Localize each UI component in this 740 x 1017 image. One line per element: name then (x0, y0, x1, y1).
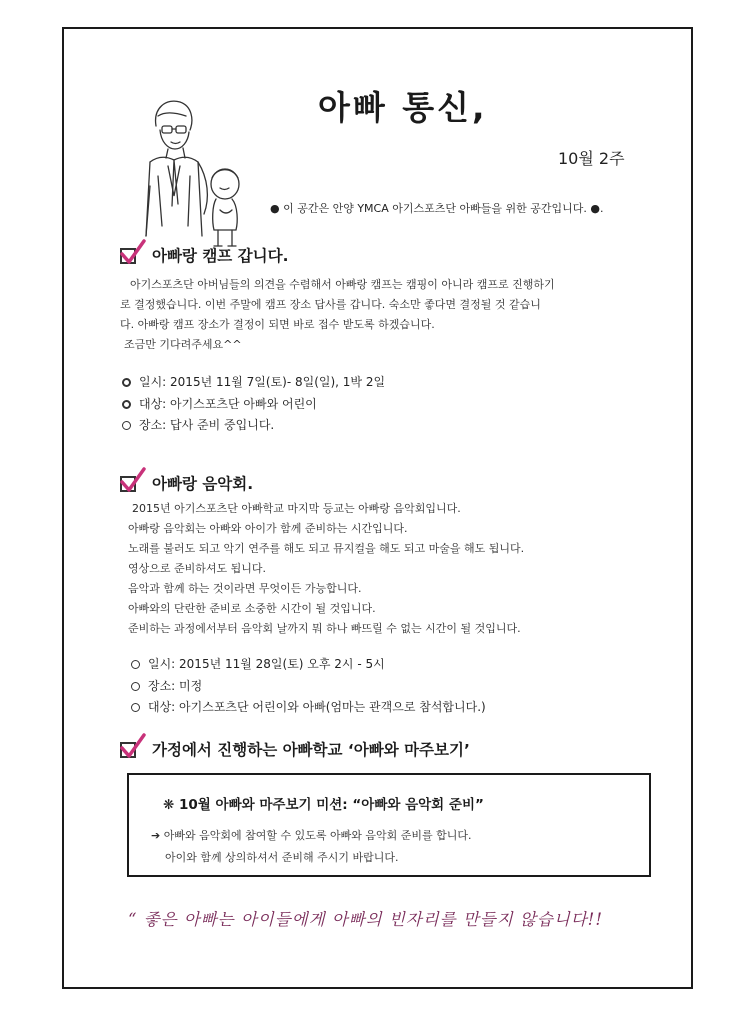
issue-week: 10월 2주 (558, 149, 625, 168)
list-item (131, 654, 486, 676)
footer-quote: “ 좋은 아빠는 아이들에게 아빠의 빈자리를 만들지 않습니다!! (128, 910, 603, 929)
father-child-illustration (128, 86, 258, 256)
mission-line: 아이와 함께 상의하셔서 준비해 주시기 바랍니다. (165, 851, 399, 864)
circle-bullet-icon (122, 421, 131, 430)
home-heading-text: 가정에서 진행하는 아빠학교 ‘아빠와 마주보기’ (152, 741, 470, 759)
list-item (122, 394, 385, 416)
concert-detail-place: 장소: 미정 (148, 678, 203, 693)
circle-bullet-icon (131, 682, 140, 691)
camp-heading-text: 아빠랑 캠프 갑니다. (152, 247, 289, 265)
list-item (122, 415, 385, 437)
camp-para-line: 로 결정했습니다. 이번 주말에 캠프 장소 답사를 갑니다. 숙소만 좋다면 결정될 것 같습니 (120, 298, 541, 311)
concert-para-line: 노래를 불러도 되고 악기 연주를 해도 되고 뮤지컬을 해도 되고 마술을 해도 됩니다. (128, 542, 525, 555)
concert-detail-target: 대상: 아기스포츠단 어린이와 아빠(엄마는 관객으로 참석합니다.) (148, 700, 486, 714)
circle-bullet-icon (122, 378, 131, 387)
checkmark-icon (120, 244, 142, 266)
home-heading (120, 738, 470, 760)
concert-details (131, 654, 486, 719)
list-item (131, 676, 486, 698)
camp-detail-target: 대상: 아기스포츠단 아빠와 어린이 (139, 396, 317, 411)
camp-detail-date: 일시: 2015년 11월 7일(토)- 8일(일), 1박 2일 (139, 375, 386, 389)
camp-details (122, 372, 385, 437)
concert-detail-date: 일시: 2015년 11월 28일(토) 오후 2시 - 5시 (148, 657, 385, 671)
circle-bullet-icon (122, 400, 131, 409)
camp-heading (120, 244, 288, 266)
camp-para-line: 아기스포츠단 아버님들의 의견을 수렴해서 아빠랑 캠프는 캠핑이 아니라 캠프로 진행하기 (130, 278, 555, 291)
list-item (131, 697, 486, 719)
concert-paragraph (128, 499, 524, 639)
camp-para-line: 다. 아빠랑 캠프 장소가 결정이 되면 바로 접수 받도록 하겠습니다. (120, 318, 435, 331)
intro-line: ● 이 공간은 안양 YMCA 아기스포츠단 아빠들을 위한 공간입니다. ●. (270, 202, 604, 215)
concert-heading (120, 472, 253, 494)
list-item (122, 372, 385, 394)
newsletter-title: 아빠 통신, (318, 88, 488, 127)
checkmark-icon (120, 472, 142, 494)
concert-para-line: 음악과 함께 하는 것이라면 무엇이든 가능합니다. (128, 582, 362, 595)
camp-paragraph (120, 275, 555, 355)
circle-bullet-icon (131, 703, 140, 712)
mission-box (127, 773, 651, 877)
concert-para-line: 영상으로 준비하셔도 됩니다. (128, 562, 267, 575)
mission-line: ➔ 아빠와 음악회에 참여할 수 있도록 아빠와 음악회 준비를 합니다. (151, 829, 472, 842)
checkmark-icon (120, 738, 142, 760)
concert-para-line: 아빠랑 음악회는 아빠와 아이가 함께 준비하는 시간입니다. (128, 522, 408, 535)
concert-heading-text: 아빠랑 음악회. (152, 475, 254, 493)
mission-title: ❋ 10월 아빠와 마주보기 미션: “아빠와 음악회 준비” (163, 797, 484, 813)
camp-para-line: 조금만 기다려주세요^^ (124, 338, 242, 351)
concert-para-line: 아빠와의 단란한 준비로 소중한 시간이 될 것입니다. (128, 602, 376, 615)
concert-para-line: 준비하는 과정에서부터 음악회 날까지 뭐 하나 빠뜨릴 수 없는 시간이 될 것입니다. (128, 622, 521, 635)
concert-para-line: 2015년 아기스포츠단 아빠학교 마지막 등교는 아빠랑 음악회입니다. (132, 502, 461, 515)
circle-bullet-icon (131, 660, 140, 669)
camp-detail-place: 장소: 답사 준비 중입니다. (139, 418, 275, 432)
